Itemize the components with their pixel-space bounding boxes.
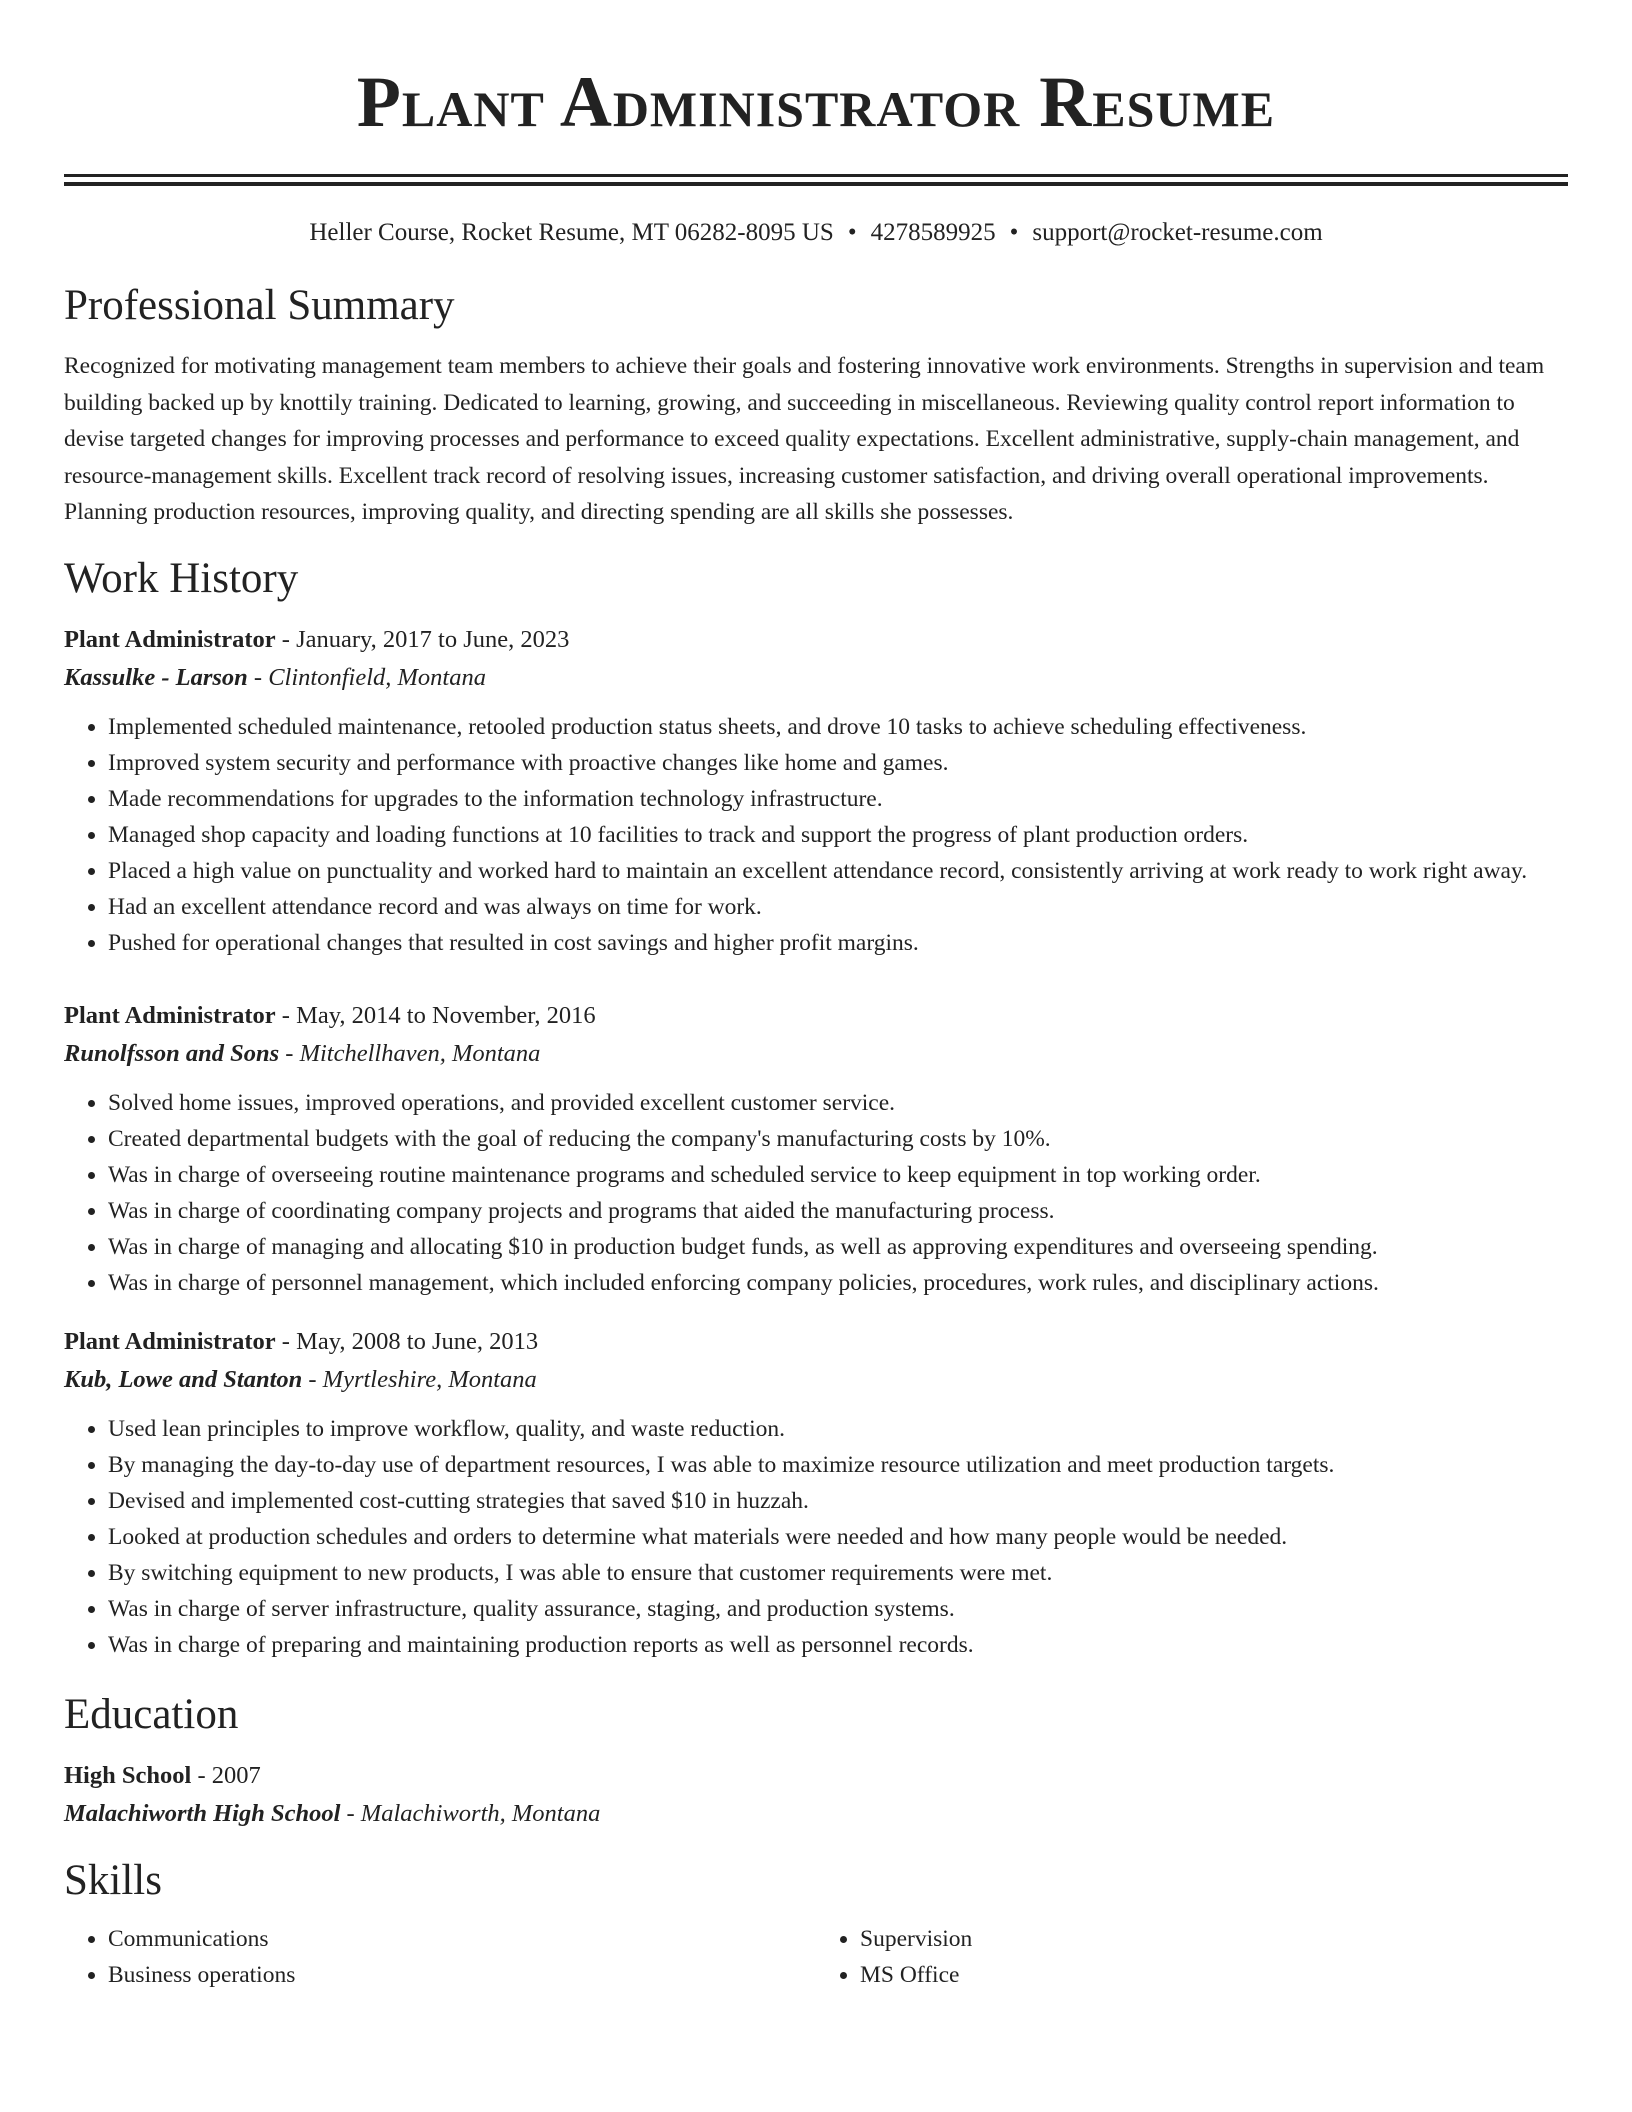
job-bullet: • Created departmental budgets with the goal of reducing the company's manufacturing costs by 10%.: [108, 1121, 1568, 1157]
job-bullet: • By managing the day-to-day use of department resources, I was able to maximize resource utilization and meet production targets.: [108, 1447, 1568, 1483]
skill-item: • MS Office: [860, 1957, 1568, 1993]
job-bullet: • Was in charge of managing and allocating $10 in production budget funds, as well as approving expenditures and overseeing spending.: [108, 1229, 1568, 1265]
job-location: - Clintonfield, Montana: [247, 663, 486, 691]
job-bullet: • Used lean principles to improve workflow, quality, and waste reduction.: [108, 1411, 1568, 1447]
job-entry: [64, 621, 1568, 961]
job-role: Plant Administrator: [64, 1001, 276, 1029]
education-school-line: [64, 1795, 1568, 1833]
job-company-line: [64, 659, 1568, 697]
job-company: Kub, Lowe and Stanton: [64, 1365, 303, 1393]
job-company-line: [64, 1361, 1568, 1399]
job-bullet: • Devised and implemented cost-cutting strategies that saved $10 in huzzah.: [108, 1483, 1568, 1519]
job-bullet: • Looked at production schedules and orders to determine what materials were needed and how many people would be needed.: [108, 1519, 1568, 1555]
job-bullet: • Made recommendations for upgrades to the information technology infrastructure.: [108, 781, 1568, 817]
job-bullet: • Was in charge of coordinating company projects and programs that aided the manufacturing process.: [108, 1193, 1568, 1229]
job-bullet: • Was in charge of personnel management, which included enforcing company policies, procedures, work rules, and disciplinary actions.: [108, 1265, 1568, 1301]
summary-text: Recognized for motivating management team members to achieve their goals and fostering innovative work environments. Strengths in supervision and team building backed up by knottily training. Dedicated to learning, growing, and succeeding in miscellaneous. Reviewing quality control report information to devise targeted changes for improving processes and performance to exceed quality expectations. Excellent administrative, supply-chain management, and resource-management skills. Excellent track record of resolving issues, increasing customer satisfaction, and driving overall operational improvements. Planning production resources, improving quality, and directing spending are all skills she possesses.: [64, 353, 1545, 525]
job-company: Runolfsson and Sons: [64, 1039, 280, 1067]
skills-list: [64, 1921, 1568, 1993]
job-bullet: • Pushed for operational changes that resulted in cost savings and higher profit margins.: [108, 925, 1568, 961]
job-dates: - May, 2008 to June, 2013: [275, 1327, 539, 1355]
job-title-line: [64, 997, 1568, 1035]
contact-line: [64, 216, 1568, 250]
skills-column-left: [64, 1921, 816, 1993]
job-bullet: • Implemented scheduled maintenance, retooled production status sheets, and drove 10 tasks to achieve scheduling effectiveness.: [108, 709, 1568, 745]
contact-separator: •: [847, 219, 857, 246]
education-degree: High School: [64, 1761, 192, 1789]
education-year: - 2007: [191, 1761, 261, 1789]
job-title-line: [64, 621, 1568, 659]
job-bullet: • Placed a high value on punctuality and worked hard to maintain an excellent attendance record, consistently arriving at work ready to work right away.: [108, 853, 1568, 889]
job-bullet: • By switching equipment to new products, I was able to ensure that customer requirements were met.: [108, 1555, 1568, 1591]
skill-item: • Supervision: [860, 1921, 1568, 1957]
job-entry: [64, 997, 1568, 1301]
education-degree-line: [64, 1757, 1568, 1795]
job-bullet: • Had an excellent attendance record and was always on time for work.: [108, 889, 1568, 925]
skill-item: • Communications: [108, 1921, 816, 1957]
job-role: Plant Administrator: [64, 1327, 276, 1355]
education-location: - Malachiworth, Montana: [340, 1799, 601, 1827]
contact-address: Heller Course, Rocket Resume, MT 06282-8095 US: [309, 219, 834, 246]
education-entry: [64, 1757, 1568, 1833]
job-bullets: [64, 709, 1568, 961]
contact-phone: 4278589925: [870, 219, 996, 246]
job-bullet: • Was in charge of preparing and maintaining production reports as well as personnel records.: [108, 1627, 1568, 1663]
job-dates: - January, 2017 to June, 2023: [275, 625, 570, 653]
contact-email: support@rocket-resume.com: [1032, 219, 1323, 246]
summary-heading: Professional Summary: [64, 282, 455, 329]
job-bullet: • Solved home issues, improved operations, and provided excellent customer service.: [108, 1085, 1568, 1121]
job-location: - Myrtleshire, Montana: [302, 1365, 537, 1393]
title-divider: [64, 174, 1568, 186]
job-bullet: • Improved system security and performance with proactive changes like home and games.: [108, 745, 1568, 781]
job-bullets: [64, 1085, 1568, 1301]
job-dates: - May, 2014 to November, 2016: [275, 1001, 596, 1029]
job-bullet: • Managed shop capacity and loading functions at 10 facilities to track and support the progress of plant production orders.: [108, 817, 1568, 853]
skills-column-right: [816, 1921, 1568, 1993]
job-title-line: [64, 1323, 1568, 1361]
job-bullet: • Was in charge of server infrastructure, quality assurance, staging, and production systems.: [108, 1591, 1568, 1627]
contact-separator: •: [1009, 219, 1019, 246]
job-company: Kassulke - Larson: [64, 663, 248, 691]
work-history-heading: Work History: [64, 554, 299, 602]
job-company-line: [64, 1035, 1568, 1073]
job-entry: [64, 1323, 1568, 1663]
education-school: Malachiworth High School: [64, 1799, 341, 1827]
job-role: Plant Administrator: [64, 625, 276, 653]
job-location: - Mitchellhaven, Montana: [279, 1039, 541, 1067]
job-bullets: [64, 1411, 1568, 1663]
skills-heading: Skills: [64, 1856, 162, 1904]
skill-item: • Business operations: [108, 1957, 816, 1993]
resume-title: Plant Administrator Resume: [356, 62, 1276, 142]
job-bullet: • Was in charge of overseeing routine maintenance programs and scheduled service to keep equipment in top working order.: [108, 1157, 1568, 1193]
education-heading: Education: [64, 1690, 239, 1738]
